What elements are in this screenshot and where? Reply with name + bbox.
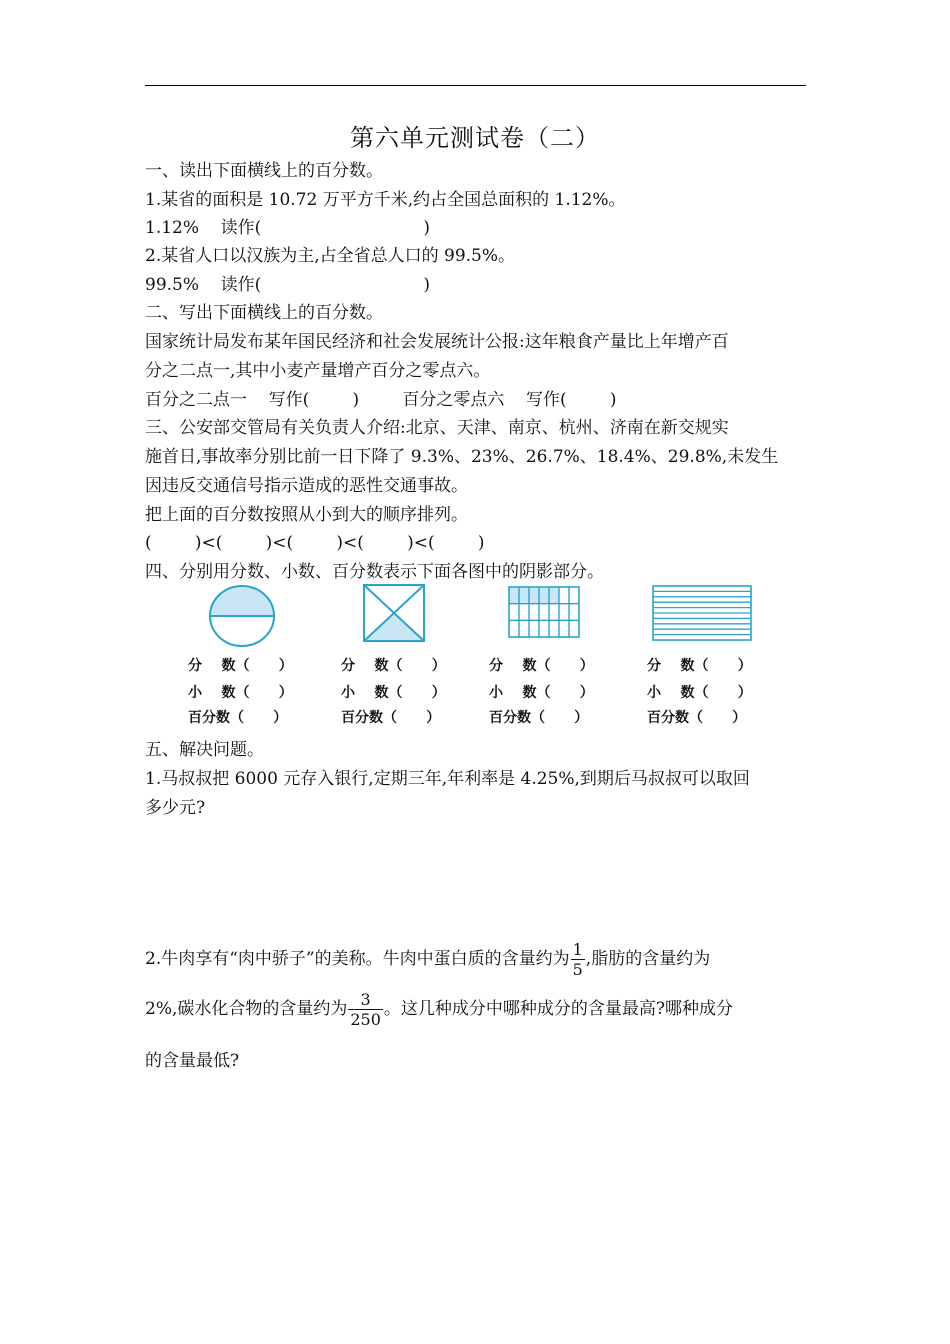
fraction-1-denominator: 5 bbox=[572, 960, 583, 979]
s3-instruction: 把上面的百分数按照从小到大的顺序排列。 bbox=[145, 505, 468, 525]
s1-question-2: 2.某省人口以汉族为主,占全省总人口的 99.5%。 bbox=[145, 246, 516, 266]
strip-lines bbox=[653, 591, 751, 634]
fig1-decimal-label: 小 数（ ） bbox=[188, 685, 293, 701]
fig4-fraction-label: 分 数（ ） bbox=[647, 658, 752, 674]
grid-shaded-cells bbox=[509, 587, 559, 604]
square-shaded-triangle bbox=[364, 613, 424, 641]
s2-text-line-1: 国家统计局发布某年国民经济和社会发展统计公报:这年粮食产量比上年增产百 bbox=[145, 332, 729, 352]
section-4-heading: 四、分别用分数、小数、百分数表示下面各图中的阴影部分。 bbox=[145, 562, 604, 582]
s3-line-2: 施首日,事故率分别比前一日下降了 9.3%、23%、26.7%、18.4%、29.8%,未发生 bbox=[145, 447, 779, 467]
s2-answer: 百分之二点一 写作( ) 百分之零点六 写作( ) bbox=[145, 390, 617, 410]
s5-question-2-line-2 bbox=[145, 988, 733, 1030]
fraction-1-numerator: 1 bbox=[572, 940, 583, 959]
s1-answer-1: 1.12% 读作( ) bbox=[145, 218, 430, 238]
s3-answer: ( )<( )<( )<( )<( ) bbox=[145, 533, 485, 553]
page-title: 第六单元测试卷（二） bbox=[350, 124, 600, 152]
q2-text-b: ,脂肪的含量约为 bbox=[585, 949, 711, 969]
figure-grid bbox=[507, 585, 581, 639]
s5-question-1-line-1: 1.马叔叔把 6000 元存入银行,定期三年,年利率是 4.25%,到期后马叔叔可以取回 bbox=[145, 769, 750, 789]
section-5-heading: 五、解决问题。 bbox=[145, 740, 264, 760]
figure-square-quarter bbox=[362, 583, 426, 643]
s1-answer-2: 99.5% 读作( ) bbox=[145, 275, 430, 295]
figure-strips bbox=[651, 584, 753, 642]
q2-text-a: 2.牛肉享有“肉中骄子”的美称。牛肉中蛋白质的含量约为 bbox=[145, 949, 570, 969]
fig3-decimal-label: 小 数（ ） bbox=[489, 685, 594, 701]
fig2-fraction-label: 分 数（ ） bbox=[341, 658, 446, 674]
fig1-percent-label: 百分数（ ） bbox=[188, 710, 288, 726]
top-rule bbox=[145, 85, 806, 86]
q2-text-d: 。这几种成分中哪种成分的含量最高?哪种成分 bbox=[383, 999, 734, 1019]
fig2-decimal-label: 小 数（ ） bbox=[341, 685, 446, 701]
figure-circle-half bbox=[207, 584, 277, 648]
fraction-three-250ths bbox=[348, 990, 383, 1029]
fig4-percent-label: 百分数（ ） bbox=[647, 710, 747, 726]
fig1-fraction-label: 分 数（ ） bbox=[188, 658, 293, 674]
fig3-fraction-label: 分 数（ ） bbox=[489, 658, 594, 674]
fig3-percent-label: 百分数（ ） bbox=[489, 710, 589, 726]
s3-line-3: 因违反交通信号指示造成的恶性交通事故。 bbox=[145, 476, 468, 496]
s2-text-line-2: 分之二点一,其中小麦产量增产百分之零点六。 bbox=[145, 361, 491, 381]
fig2-percent-label: 百分数（ ） bbox=[341, 710, 441, 726]
fraction-2-denominator: 250 bbox=[350, 1010, 381, 1029]
s1-question-1: 1.某省的面积是 10.72 万平方千米,约占全国总面积的 1.12%。 bbox=[145, 190, 626, 210]
s5-question-1-line-2: 多少元? bbox=[145, 798, 206, 818]
section-3-heading: 三、公安部交管局有关负责人介绍:北京、天津、南京、杭州、济南在新交规实 bbox=[145, 418, 729, 438]
fraction-one-fifth bbox=[571, 940, 585, 979]
section-1-heading: 一、读出下面横线上的百分数。 bbox=[145, 161, 383, 181]
s5-question-2-line-3: 的含量最低? bbox=[145, 1051, 240, 1071]
q2-text-c: 2%,碳水化合物的含量约为 bbox=[145, 999, 348, 1019]
section-2-heading: 二、写出下面横线上的百分数。 bbox=[145, 303, 383, 323]
fraction-2-numerator: 3 bbox=[360, 990, 371, 1009]
fig4-decimal-label: 小 数（ ） bbox=[647, 685, 752, 701]
circle-shaded-half bbox=[210, 586, 274, 616]
s5-question-2-line-1 bbox=[145, 938, 710, 980]
